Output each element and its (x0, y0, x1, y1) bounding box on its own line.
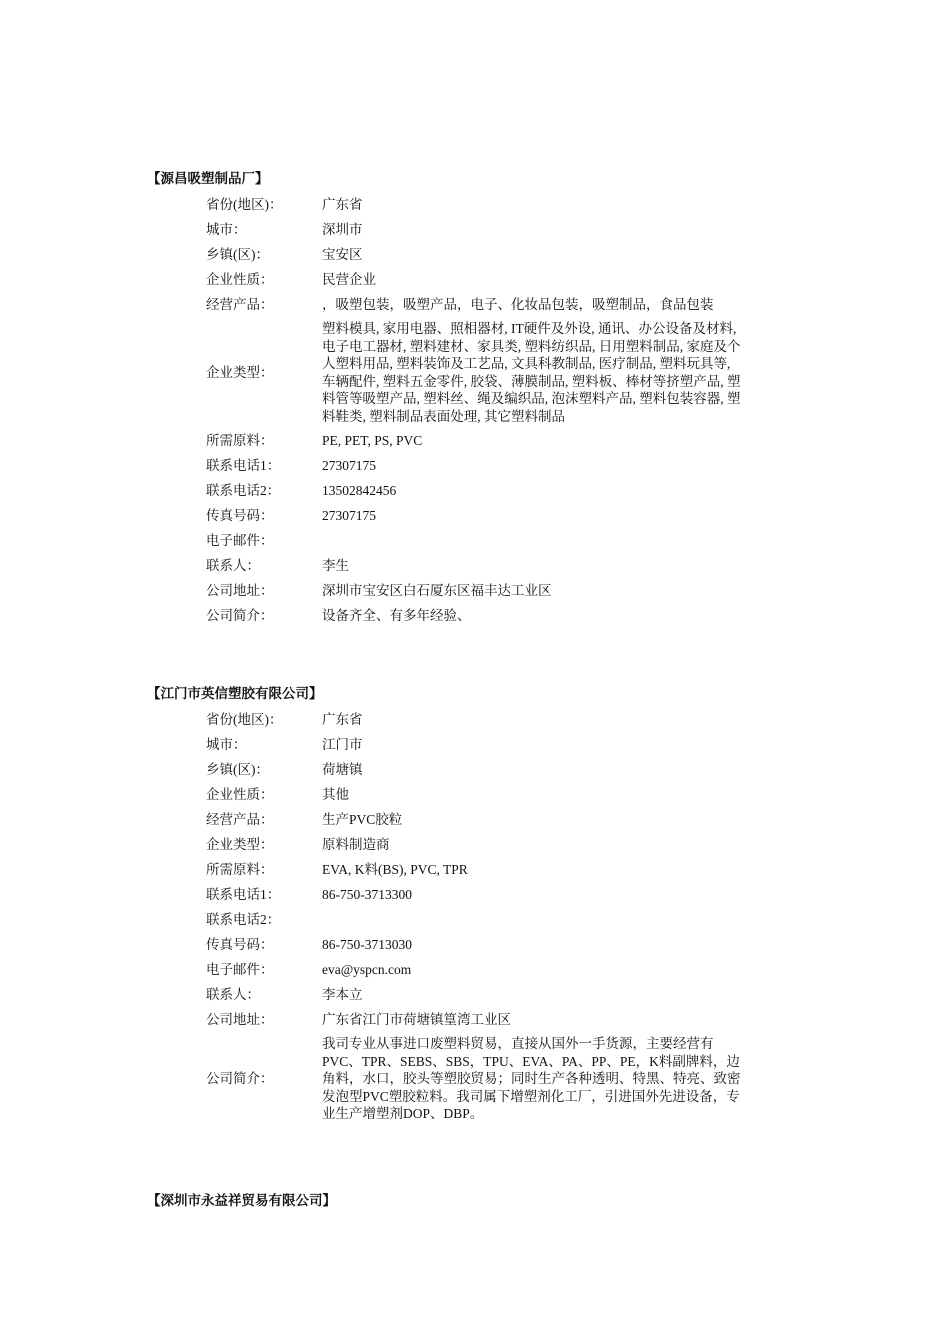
address-value: 深圳市宝安区白石厦东区福丰达工业区 (322, 582, 552, 598)
info-row (206, 292, 746, 317)
field-label: 联系人： (206, 986, 260, 1002)
info-row (206, 882, 746, 907)
company-info-table (206, 707, 746, 1126)
info-row (206, 807, 746, 832)
nature-value: 民营企业 (322, 271, 376, 287)
field-label: 公司简介： (206, 607, 274, 623)
info-row (206, 478, 746, 503)
info-row (206, 217, 746, 242)
field-label: 省份(地区)： (206, 196, 283, 212)
company-name: 【江门市英信塑胶有限公司】 (147, 686, 323, 701)
info-row (206, 1007, 746, 1032)
field-label: 城市： (206, 736, 247, 752)
info-row (206, 553, 746, 578)
email-value (322, 528, 746, 553)
info-row (206, 932, 746, 957)
phone2-value: 13502842456 (322, 482, 397, 498)
field-label: 电子邮件： (206, 961, 274, 977)
field-label: 乡镇(区)： (206, 761, 269, 777)
field-label: 乡镇(区)： (206, 246, 269, 262)
nature-value: 其他 (322, 786, 349, 802)
field-label: 省份(地区)： (206, 711, 283, 727)
products-value: 生产PVC胶粒 (322, 811, 403, 827)
info-row (206, 732, 746, 757)
info-row (206, 982, 746, 1007)
field-label: 联系电话1： (206, 457, 281, 473)
town-value: 宝安区 (322, 246, 363, 262)
info-row (206, 578, 746, 603)
info-row (206, 832, 746, 857)
company-name: 【源昌吸塑制品厂】 (147, 171, 269, 186)
products-value: ，吸塑包装，吸塑产品，电子、化妆品包装，吸塑制品，食品包装 (322, 296, 714, 312)
field-label: 传真号码： (206, 936, 274, 952)
company-info-table (206, 192, 746, 628)
info-row (206, 192, 746, 217)
field-label: 企业类型： (206, 364, 274, 380)
town-value: 荷塘镇 (322, 761, 363, 777)
intro-value: 我司专业从事进口废塑料贸易，直接从国外一手货源，主要经营有PVC、TPR、SEBS、SBS，TPU、EVA、PA、PP、PE，K料副牌料，边角料，水口，胶头等塑胶贸易；同时生产各种透明、特黑、特亮、致密发泡型PVC塑胶粒料。我司属下增塑剂化工厂，引进国外先进设备，专业生产增塑剂DOP、DBP。 (322, 1036, 741, 1121)
field-label: 联系电话2： (206, 911, 281, 927)
phone2-value (322, 907, 746, 932)
materials-value: EVA, K料(BS), PVC, TPR (322, 861, 468, 877)
field-label: 所需原料： (206, 861, 274, 877)
city-value: 深圳市 (322, 221, 363, 237)
info-row (206, 267, 746, 292)
info-row (206, 503, 746, 528)
materials-value: PE, PET, PS, PVC (322, 432, 423, 448)
contact-value: 李生 (322, 557, 349, 573)
company-name: 【深圳市永益祥贸易有限公司】 (147, 1193, 336, 1208)
field-label: 企业性质： (206, 786, 274, 802)
field-label: 经营产品： (206, 811, 274, 827)
field-label: 传真号码： (206, 507, 274, 523)
field-label: 联系人： (206, 557, 260, 573)
field-label: 企业性质： (206, 271, 274, 287)
field-label: 城市： (206, 221, 247, 237)
address-value: 广东省江门市荷塘镇篁湾工业区 (322, 1011, 511, 1027)
province-value: 广东省 (322, 711, 363, 727)
city-value: 江门市 (322, 736, 363, 752)
field-label: 经营产品： (206, 296, 274, 312)
field-label: 联系电话1： (206, 886, 281, 902)
type-value: 原料制造商 (322, 836, 390, 852)
intro-value: 设备齐全、有多年经验、 (322, 607, 471, 623)
fax-value: 86-750-3713030 (322, 936, 412, 952)
field-label: 电子邮件： (206, 532, 274, 548)
info-row (206, 957, 746, 982)
phone1-value: 86-750-3713300 (322, 886, 412, 902)
email-value: eva@yspcn.com (322, 961, 412, 977)
field-label: 所需原料： (206, 432, 274, 448)
info-row (206, 707, 746, 732)
info-row (206, 1032, 746, 1126)
info-row (206, 603, 746, 628)
contact-value: 李本立 (322, 986, 363, 1002)
info-row (206, 907, 746, 932)
info-row (206, 317, 746, 428)
info-row (206, 528, 746, 553)
fax-value: 27307175 (322, 507, 376, 523)
info-row (206, 428, 746, 453)
info-row (206, 242, 746, 267)
field-label: 公司地址： (206, 582, 274, 598)
field-label: 公司简介： (206, 1071, 274, 1086)
info-row (206, 782, 746, 807)
info-row (206, 757, 746, 782)
province-value: 广东省 (322, 196, 363, 212)
phone1-value: 27307175 (322, 457, 376, 473)
type-value: 塑料模具, 家用电器、照相器材, IT硬件及外设, 通讯、办公设备及材料, 电子电工器材, 塑料建材、家具类, 塑料纺织品, 日用塑料制品, 家庭及个人塑料用品, 塑料装饰及工艺品, 文具科教制品, 医疗制品, 塑料玩具等, 车辆配件, 塑料五金零件, 胶袋、薄膜制品, 塑料板、棒材等挤塑产品, 塑料管等吸塑产品, 塑料丝、绳及编织品, 泡沫塑料产品, 塑料包装容器, 塑料鞋类, 塑料制品表面处理, 其它塑料制品 (322, 321, 741, 424)
field-label: 联系电话2： (206, 482, 281, 498)
info-row (206, 857, 746, 882)
field-label: 公司地址： (206, 1011, 274, 1027)
field-label: 企业类型： (206, 836, 274, 852)
info-row (206, 453, 746, 478)
